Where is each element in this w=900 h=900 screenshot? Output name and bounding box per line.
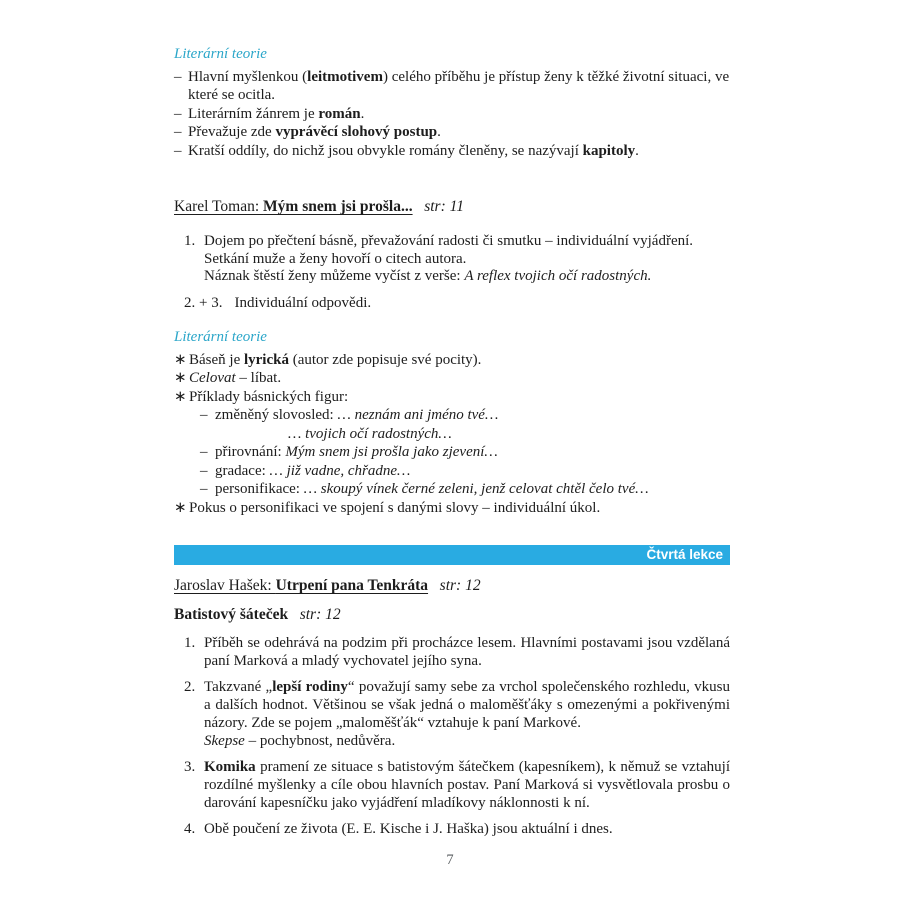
item-number: 2. + 3. bbox=[184, 294, 223, 311]
dash-bullet: – bbox=[200, 462, 208, 479]
work-title-jaroslav-hasek: Jaroslav Hašek: Utrpení pana Tenkráta str: 12 bbox=[174, 577, 481, 594]
asterisk-bullet: ∗ bbox=[174, 388, 187, 405]
sub-list-item-text bbox=[215, 406, 498, 443]
numbered-item-text: Takzvané „lepší rodiny“ považují samy sebe za vrchol společenského rozhledu, vkusu a dalších hodnot. Většinou se však jedná o maloměšťáky s omezenými a pokřivenými názory. Zde se pojem „maloměšťák“ vztahuje k paní Markové. Skepse – pochybnost, nedůvěra. bbox=[204, 679, 730, 749]
story-subtitle-batistovy-satecek: Batistový šáteček str: 12 bbox=[174, 606, 341, 623]
sub-list-item-text: přirovnání: Mým snem jsi prošla jako zjevení… bbox=[215, 444, 498, 460]
sub-list-item bbox=[200, 462, 649, 481]
dash-bullet: – bbox=[174, 142, 182, 159]
section-heading-literarni-teorie-2: Literární teorie bbox=[174, 329, 267, 345]
list-item bbox=[174, 123, 730, 142]
dash-list-literarni-teorie-1 bbox=[174, 68, 730, 161]
list-item-text bbox=[189, 388, 649, 499]
figure-example-continuation: … tvojich očí radostných… bbox=[288, 425, 452, 442]
sub-list-item bbox=[200, 480, 649, 499]
numbered-item bbox=[174, 634, 730, 670]
numbered-item-text: Příběh se odehrává na podzim při procházce lesem. Hlavními postavami jsou vzdělaná paní Marková a mladý vychovatel jejího syna. bbox=[204, 635, 730, 669]
sub-list-item-text: gradace: … již vadne, chřadne… bbox=[215, 462, 411, 479]
lesson-banner: Čtvrtá lekce bbox=[174, 545, 730, 565]
item-number: 1. bbox=[184, 233, 196, 249]
dash-bullet: – bbox=[174, 105, 182, 122]
list-item bbox=[174, 369, 730, 388]
numbered-item bbox=[174, 678, 730, 750]
list-item-text: Literárním žánrem je román. bbox=[188, 105, 365, 122]
numbered-item-text: Obě poučení ze života (E. E. Kische i J. Haška) jsou aktuální i dnes. bbox=[204, 821, 613, 837]
item-number: 1. bbox=[184, 635, 196, 651]
list-item bbox=[174, 388, 730, 499]
numbered-item bbox=[174, 820, 730, 838]
sub-list-item bbox=[200, 406, 649, 443]
asterisk-list-literarni-teorie-2 bbox=[174, 351, 730, 518]
item-number: 2. bbox=[184, 679, 196, 695]
list-item-text: Kratší oddíly, do nichž jsou obvykle romány členěny, se nazývají kapitoly. bbox=[188, 142, 639, 159]
list-item-text: Hlavní myšlenkou (leitmotivem) celého příběhu je přístup ženy k těžké životní situaci, ve které se ocitla. bbox=[188, 68, 730, 103]
list-item bbox=[174, 142, 730, 161]
asterisk-bullet: ∗ bbox=[174, 370, 187, 386]
numbered-list-hasek bbox=[174, 634, 730, 838]
dash-bullet: – bbox=[174, 124, 182, 140]
list-item-text: Celovat – líbat. bbox=[189, 370, 282, 386]
sub-list-item bbox=[200, 443, 649, 462]
work-title-karel-toman: Karel Toman: Mým snem jsi prošla... str: 11 bbox=[174, 198, 464, 215]
dash-bullet: – bbox=[174, 68, 182, 85]
page-number: 7 bbox=[446, 852, 454, 868]
numbered-item-text: Dojem po přečtení básně, převažování radosti či smutku – individuální vyjádření. Setkání muže a ženy hovoří o citech autora. Náznak štěstí ženy můžeme vyčíst z verše: A reflex tvojich očí radostných. bbox=[204, 233, 694, 284]
sub-dash-list bbox=[200, 406, 649, 499]
numbered-item-text: Individuální odpovědi. bbox=[234, 294, 372, 311]
item-number: 3. bbox=[184, 759, 196, 775]
list-item-text: Převažuje zde vyprávěcí slohový postup. bbox=[188, 124, 441, 140]
asterisk-bullet: ∗ bbox=[174, 351, 187, 368]
list-item-text: Pokus o personifikaci ve spojení s danými slovy – individuální úkol. bbox=[189, 499, 601, 516]
numbered-item bbox=[174, 233, 730, 286]
list-item bbox=[174, 499, 730, 518]
numbered-item bbox=[174, 758, 730, 812]
figure-example: změněný slovosled: … neznám ani jméno tvé… bbox=[215, 407, 499, 423]
sub-list-item-text: personifikace: … skoupý vínek černé zeleni, jenž celovat chtěl čelo tvé… bbox=[215, 481, 649, 497]
list-item-text: Báseň je lyrická (autor zde popisuje své pocity). bbox=[189, 351, 482, 368]
page-content bbox=[174, 45, 730, 838]
sub-list-intro: Příklady básnických figur: bbox=[189, 388, 349, 405]
numbered-list-toman bbox=[174, 233, 730, 312]
dash-bullet: – bbox=[200, 407, 208, 423]
section-heading-literarni-teorie-1: Literární teorie bbox=[174, 46, 267, 62]
list-item bbox=[174, 68, 730, 105]
list-item bbox=[174, 105, 730, 124]
item-number: 4. bbox=[184, 821, 196, 837]
numbered-item bbox=[174, 295, 730, 313]
numbered-item-text: Komika pramení ze situace s batistovým šátečkem (kapesníkem), k němuž se vztahují rozdílné myšlenky a cíle obou hlavních postav. Paní Marková si vysvětlovala prosbu o darování kapesníčku jako vyjádření mladíkovy náklonnosti k ní. bbox=[204, 759, 730, 811]
dash-bullet: – bbox=[200, 481, 208, 497]
list-item bbox=[174, 351, 730, 370]
dash-bullet: – bbox=[200, 444, 208, 460]
asterisk-bullet: ∗ bbox=[174, 499, 187, 516]
